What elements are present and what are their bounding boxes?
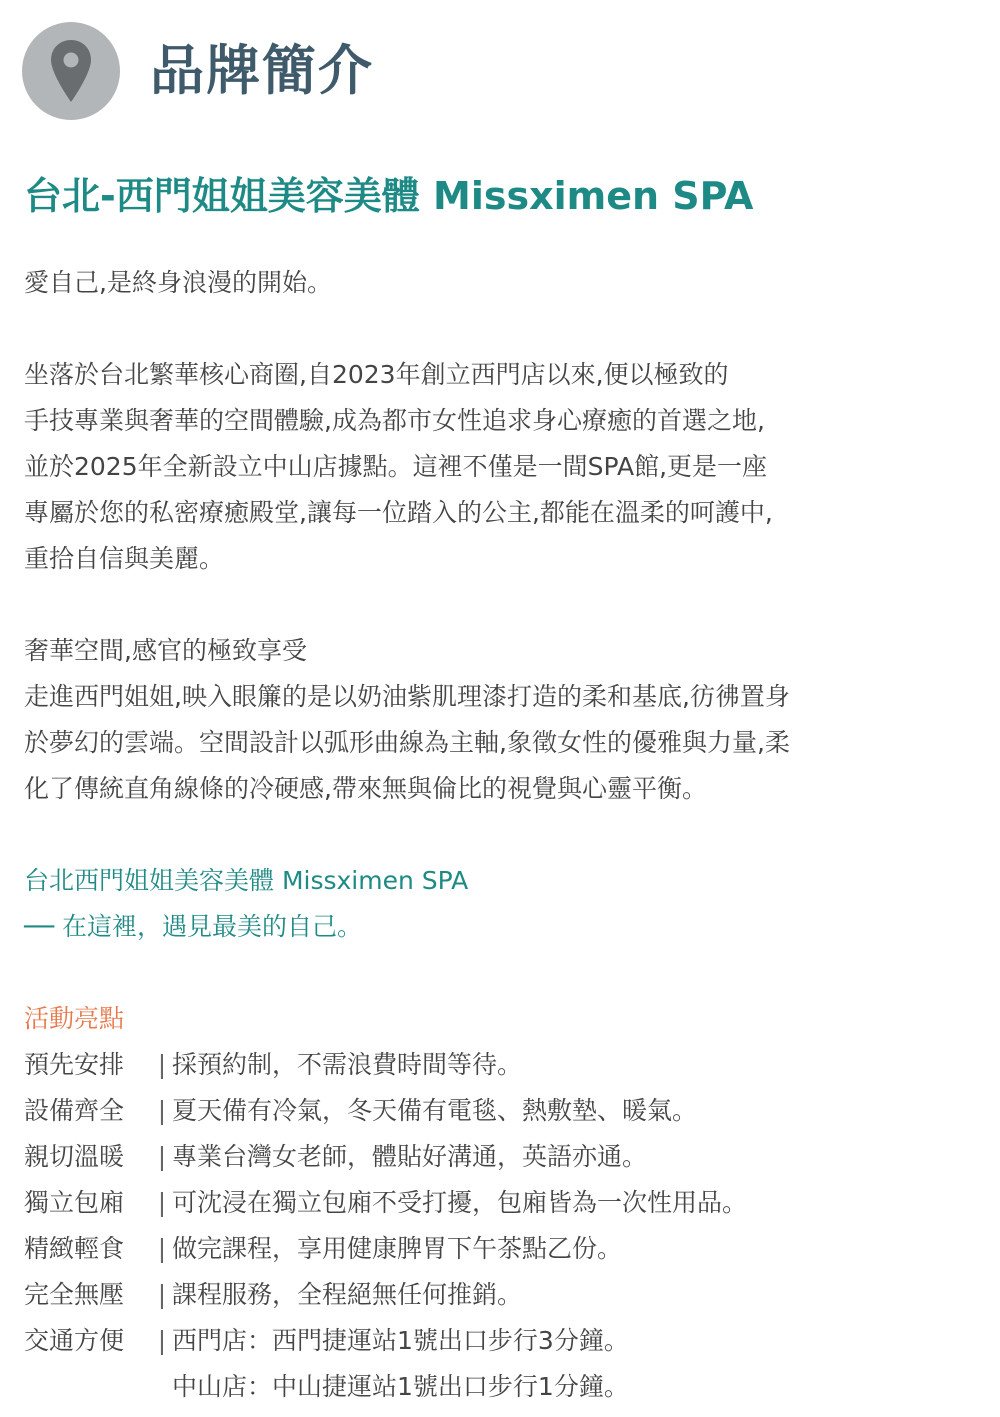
highlight-text: 夏天備有冷氣，冬天備有電毯、熱敷墊、暖氣。 bbox=[172, 1096, 698, 1125]
space-heading: 奢華空間,感官的極致享受 bbox=[24, 636, 307, 665]
highlight-item bbox=[24, 1088, 974, 1134]
space-paragraph bbox=[24, 674, 974, 812]
signature-line: 台北西門姐姐美容美體 Missximen SPA bbox=[24, 866, 469, 895]
highlight-text: 專業台灣女老師，體貼好溝通，英語亦通。 bbox=[172, 1142, 648, 1171]
separator: | bbox=[157, 1234, 167, 1263]
highlight-item bbox=[24, 1180, 974, 1226]
highlight-item bbox=[24, 1226, 974, 1272]
highlight-label: 精緻輕食 bbox=[24, 1234, 125, 1263]
paragraph-line: 走進西門姐姐,映入眼簾的是以奶油紫肌理漆打造的柔和基底,彷彿置身 bbox=[24, 682, 790, 711]
highlight-label: 設備齊全 bbox=[24, 1096, 125, 1125]
separator: | bbox=[157, 1050, 167, 1079]
separator: | bbox=[157, 1326, 167, 1355]
highlight-label: 完全無壓 bbox=[24, 1280, 125, 1309]
highlight-label: 交通方便 bbox=[24, 1326, 125, 1355]
paragraph-line: 化了傳統直角線條的冷硬感,帶來無與倫比的視覺與心靈平衡。 bbox=[24, 774, 707, 803]
highlights-list bbox=[24, 1042, 974, 1410]
paragraph-line: 重拾自信與美麗。 bbox=[24, 544, 225, 573]
highlight-label: 預先安排 bbox=[24, 1050, 125, 1079]
paragraph-line: 於夢幻的雲端。空間設計以弧形曲線為主軸,象徵女性的優雅與力量,柔 bbox=[24, 728, 790, 757]
highlight-text: 課程服務，全程絕無任何推銷。 bbox=[172, 1280, 523, 1309]
highlight-text: 做完課程，享用健康脾胃下午茶點乙份。 bbox=[172, 1234, 623, 1263]
separator: | bbox=[157, 1280, 167, 1309]
brand-title: 台北-西門姐姐美容美體 Missximen SPA bbox=[24, 174, 754, 218]
section-header bbox=[22, 22, 374, 120]
paragraph-line: 並於2025年全新設立中山店據點。這裡不僅是一間SPA館,更是一座 bbox=[24, 452, 768, 481]
highlight-item bbox=[24, 1042, 974, 1088]
highlight-extra-line: 中山店：中山捷運站1號出口步行1分鐘。 bbox=[172, 1372, 629, 1401]
tagline: 愛自己,是終身浪漫的開始。 bbox=[24, 268, 332, 297]
highlight-label: 親切溫暖 bbox=[24, 1142, 125, 1171]
highlight-label: 獨立包廂 bbox=[24, 1188, 125, 1217]
signature-line: ── 在這裡，遇見最美的自己。 bbox=[24, 912, 363, 941]
paragraph-line: 坐落於台北繁華核心商圈,自2023年創立西門店以來,便以極致的 bbox=[24, 360, 729, 389]
separator: | bbox=[157, 1096, 167, 1125]
highlight-item bbox=[24, 1318, 974, 1364]
separator: | bbox=[157, 1142, 167, 1171]
highlight-text: 採預約制，不需浪費時間等待。 bbox=[172, 1050, 523, 1079]
map-pin-icon bbox=[22, 22, 120, 120]
highlight-text: 西門店：西門捷運站1號出口步行3分鐘。 bbox=[172, 1326, 629, 1355]
highlight-item bbox=[24, 1134, 974, 1180]
highlights-heading: 活動亮點 bbox=[24, 1004, 125, 1033]
paragraph-line: 專屬於您的私密療癒殿堂,讓每一位踏入的公主,都能在溫柔的呵護中, bbox=[24, 498, 773, 527]
page-title: 品牌簡介 bbox=[150, 39, 374, 102]
separator: | bbox=[157, 1188, 167, 1217]
highlight-text: 可沈浸在獨立包廂不受打擾，包廂皆為一次性用品。 bbox=[172, 1188, 748, 1217]
brand-content bbox=[24, 260, 974, 1410]
intro-paragraph bbox=[24, 352, 974, 582]
paragraph-line: 手技專業與奢華的空間體驗,成為都市女性追求身心療癒的首選之地, bbox=[24, 406, 765, 435]
highlight-item bbox=[24, 1272, 974, 1318]
